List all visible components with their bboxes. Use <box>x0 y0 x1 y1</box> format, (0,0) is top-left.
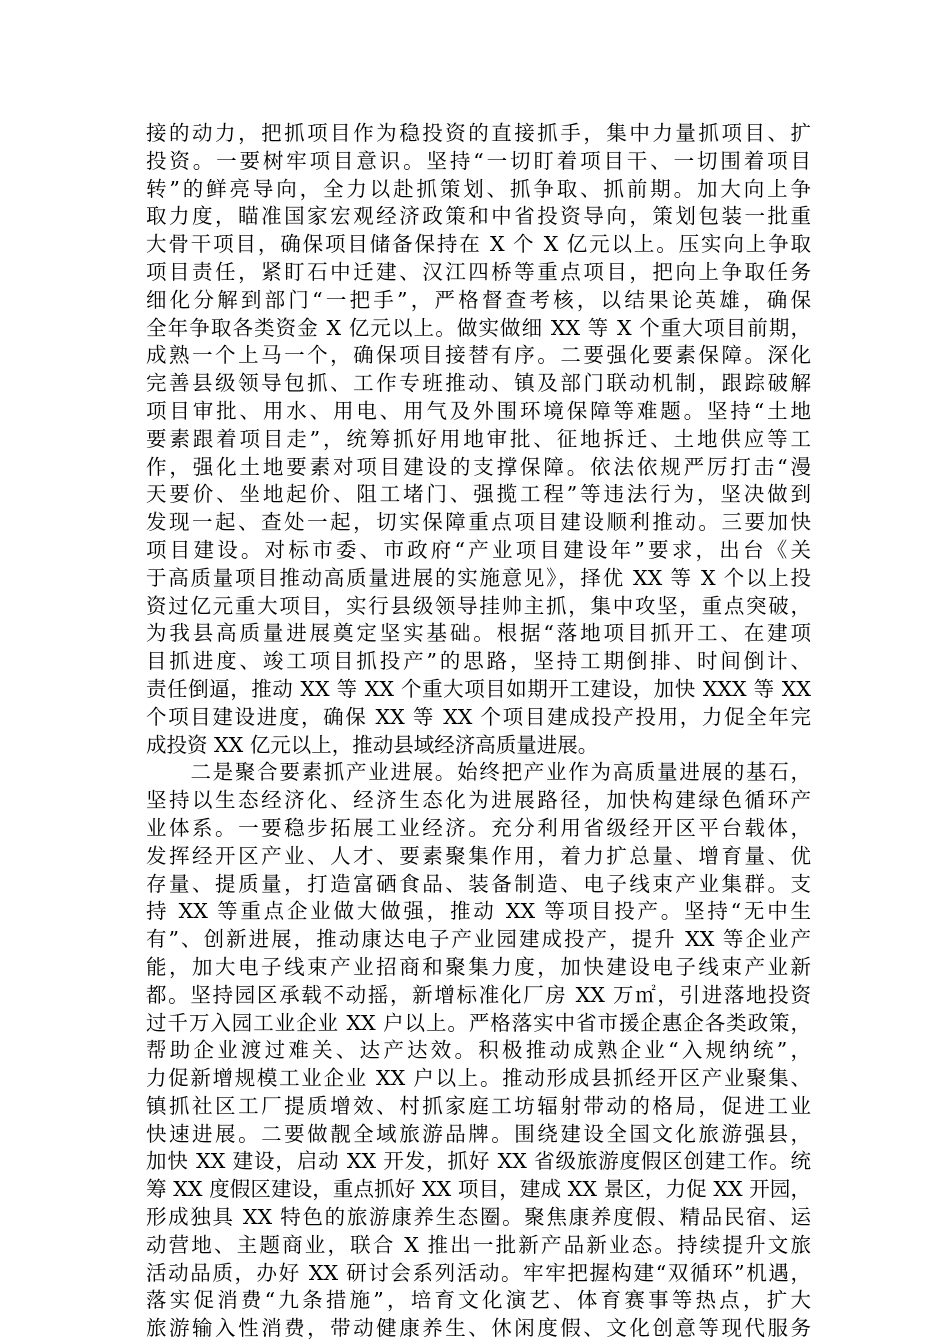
text-line: 于高质量项目推动高质量进展的实施意见》，择优 XX 等 X 个以上投 <box>146 565 811 590</box>
text-line: 成熟一个上马一个，确保项目接替有序。二要强化要素保障。深化 <box>146 343 811 368</box>
text-line: 筹 XX 度假区建设，重点抓好 XX 项目，建成 XX 景区，力促 XX 开园， <box>146 1177 811 1202</box>
text-line: 坚持以生态经济化、经济生态化为进展路径，加快构建绿色循环产 <box>146 788 811 813</box>
text-line: 帮助企业渡过难关、达产达效。积极推动成熟企业“入规纳统”， <box>146 1038 811 1063</box>
text-line: 都。坚持园区承载不动摇，新增标准化厂房 XX 万㎡，引进落地投资 <box>146 982 811 1007</box>
text-line: 形成独具 XX 特色的旅游康养生态圈。聚焦康养度假、精品民宿、运 <box>146 1205 811 1230</box>
text-line: 有”、创新进展，推动康达电子产业园建成投产，提升 XX 等企业产 <box>146 927 811 952</box>
text-line: 取力度，瞄准国家宏观经济政策和中省投资导向，策划包装一批重 <box>146 204 811 229</box>
text-line: 存量、提质量，打造富硒食品、装备制造、电子线束产业集群。支 <box>146 871 811 896</box>
text-line: 为我县高质量进展奠定坚实基础。根据“落地项目抓开工、在建项 <box>146 621 811 646</box>
text-line: 成投资 XX 亿元以上，推动县域经济高质量进展。 <box>146 732 599 757</box>
text-line: 持 XX 等重点企业做大做强，推动 XX 等项目投产。坚持“无中生 <box>146 899 811 924</box>
text-line: 落实促消费“九条措施”，培育文化演艺、体育赛事等热点，扩大 <box>146 1288 811 1313</box>
text-line: 能，加大电子线束产业招商和聚集力度，加快建设电子线束产业新 <box>146 954 811 979</box>
text-line: 大骨干项目，确保项目储备保持在 X 个 X 亿元以上。压实向上争取 <box>146 232 811 257</box>
text-line: 快速进展。二要做靓全域旅游品牌。围绕建设全国文化旅游强县， <box>146 1121 811 1146</box>
text-line: 目抓进度、竣工项目抓投产”的思路，坚持工期倒排、时间倒计、 <box>146 649 811 674</box>
text-line: 发现一起、查处一起，切实保障重点项目建设顺利推动。三要加快 <box>146 510 811 535</box>
text-line: 天要价、坐地起价、阻工堵门、强揽工程”等违法行为，坚决做到 <box>146 482 811 507</box>
text-line: 旅游输入性消费，带动健康养生、休闲度假、文化创意等现代服务 <box>146 1316 811 1341</box>
text-line: 作，强化土地要素对项目建设的支撑保障。依法依规严厉打击“漫 <box>146 454 811 479</box>
text-line: 转”的鲜亮导向，全力以赴抓策划、抓争取、抓前期。加大向上争 <box>146 176 811 201</box>
text-line: 力促新增规模工业企业 XX 户以上。推动形成县抓经开区产业聚集、 <box>146 1066 811 1091</box>
text-line: 项目建设。对标市委、市政府“产业项目建设年”要求，出台《关 <box>146 537 811 562</box>
text-line: 活动品质，办好 XX 研讨会系列活动。牢牢把握构建“双循环”机遇， <box>146 1260 811 1285</box>
text-line: 接的动力，把抓项目作为稳投资的直接抓手，集中力量抓项目、扩 <box>146 121 811 145</box>
document-body <box>146 120 811 1343</box>
text-line: 细化分解到部门“一把手”，严格督查考核，以结果论英雄，确保 <box>146 287 811 312</box>
text-line: 加快 XX 建设，启动 XX 开发，抓好 XX 省级旅游度假区创建工作。统 <box>146 1149 811 1174</box>
text-line: 要素跟着项目走”，统筹抓好用地审批、征地拆迁、土地供应等工 <box>146 426 811 451</box>
text-line: 责任倒逼，推动 XX 等 XX 个重大项目如期开工建设，加快 XXX 等 XX <box>146 676 811 701</box>
text-line: 项目审批、用水、用电、用气及外围环境保障等难题。坚持“土地 <box>146 398 811 423</box>
text-line: 发挥经开区产业、人才、要素聚集作用，着力扩总量、增育量、优 <box>146 843 811 868</box>
text-line: 个项目建设进度，确保 XX 等 XX 个项目建成投产投用，力促全年完 <box>146 704 811 729</box>
text-line: 二是聚合要素抓产业进展。始终把产业作为高质量进展的基石， <box>146 760 811 785</box>
text-line: 动营地、主题商业，联合 X 推出一批新产品新业态。持续提升文旅 <box>146 1232 811 1257</box>
text-line: 业体系。一要稳步拓展工业经济。充分利用省级经开区平台载体， <box>146 815 811 840</box>
text-line: 过千万入园工业企业 XX 户以上。严格落实中省市援企惠企各类政策， <box>146 1010 811 1035</box>
text-line: 全年争取各类资金 X 亿元以上。做实做细 XX 等 X 个重大项目前期， <box>146 315 811 340</box>
text-line: 资过亿元重大项目，实行县级领导挂帅主抓，集中攻坚，重点突破， <box>146 593 811 618</box>
text-line: 镇抓社区工厂提质增效、村抓家庭工坊辐射带动的格局，促进工业 <box>146 1093 811 1118</box>
text-line: 项目责任，紧盯石中迁建、汉江四桥等重点项目，把向上争取任务 <box>146 259 811 284</box>
text-line: 完善县级领导包抓、工作专班推动、镇及部门联动机制，跟踪破解 <box>146 371 811 396</box>
text-line: 投资。一要树牢项目意识。坚持“一切盯着项目干、一切围着项目 <box>146 148 811 173</box>
